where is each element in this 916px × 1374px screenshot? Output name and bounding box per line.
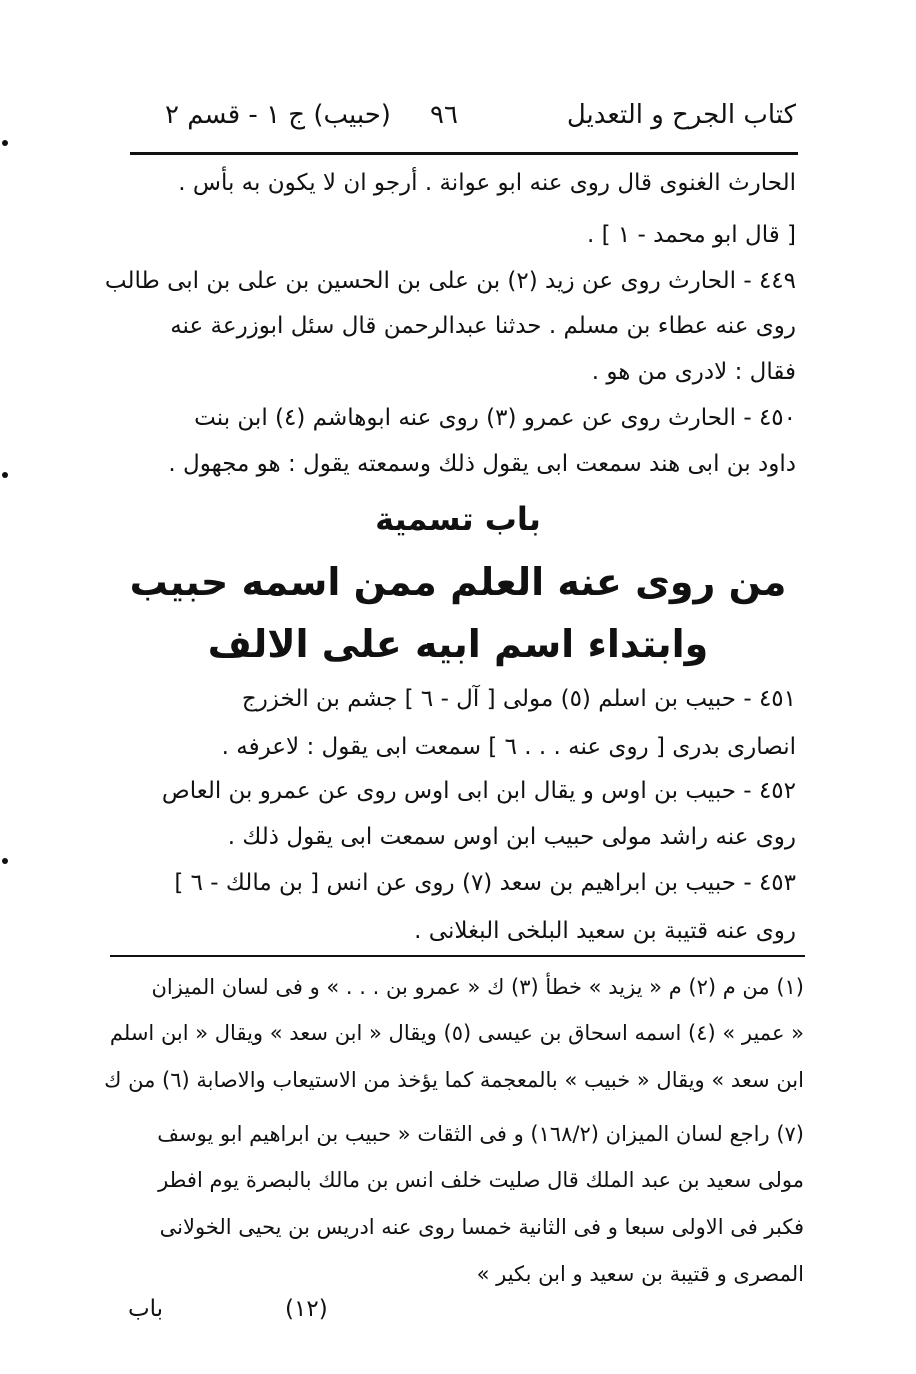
entry-line: ٤٥٣ - حبيب بن ابراهيم بن سعد (٧) روى عن انس [ بن مالك - ٦ ] [174,870,796,896]
footnote-line: مولى سعيد بن عبد الملك قال صليت خلف انس بن مالك بالبصرة يوم افطر [158,1168,804,1192]
body-line: داود بن ابى هند سمعت ابى يقول ذلك وسمعته يقول : هو مجهول . [168,451,796,477]
body-line: ٤٤٩ - الحارث روى عن زيد (٢) بن على بن الحسين بن على بن ابى طالب [104,268,796,294]
running-title: كتاب الجرح و التعديل [566,100,796,130]
body-line: الحارث الغنوى قال روى عنه ابو عوانة . أرجو ان لا يكون به بأس . [178,170,796,196]
entry-line: ٤٥٢ - حبيب بن اوس و يقال ابن ابى اوس روى عن عمرو بن العاص [161,778,796,804]
catchword: باب [128,1296,164,1322]
footnote-line: (١) من م (٢) م « يزيد » خطأ (٣) ك « عمرو بن . . . » و فى لسان الميزان [151,975,804,999]
signature-mark: (١٢) [285,1296,328,1322]
body-line: روى عنه عطاء بن مسلم . حدثنا عبدالرحمن قال سئل ابوزرعة عنه [170,313,796,339]
header-rule [130,152,798,155]
entry-line: ٤٥١ - حبيب بن اسلم (٥) مولى [ آل - ٦ ] جشم بن الخزرج [241,686,796,712]
page-number: ٩٦ [430,100,458,130]
section-heading-line1: باب تسمية [375,500,541,538]
section-heading-line2: من روى عنه العلم ممن اسمه حبيب [129,560,787,604]
footnote-line: « عمير » (٤) اسمه اسحاق بن عيسى (٥) ويقال « ابن سعد » ويقال « ابن اسلم [109,1021,804,1045]
entry-line: انصارى بدرى [ روى عنه . . . ٦ ] سمعت ابى يقول : لاعرفه . [221,734,796,760]
scan-speck [2,140,8,146]
footnote-line: فكبر فى الاولى سبعا و فى الثانية خمسا روى عنه ادريس بن يحيى الخولانى [159,1215,804,1239]
footnote-rule [110,955,805,957]
entry-line: روى عنه قتيبة بن سعيد البلخى البغلانى . [414,918,796,944]
entry-line: روى عنه راشد مولى حبيب ابن اوس سمعت ابى يقول ذلك . [227,824,796,850]
body-line: ٤٥٠ - الحارث روى عن عمرو (٣) روى عنه ابوهاشم (٤) ابن بنت [194,405,796,431]
body-line: [ قال ابو محمد - ١ ] . [586,222,796,248]
footnote-line: (٧) راجع لسان الميزان (١٦٨/٢) و فى الثقات « حبيب بن ابراهيم ابو يوسف [157,1122,804,1146]
scan-speck [2,858,8,864]
section-heading-line3: وابتداء اسم ابيه على الالف [207,622,709,666]
body-line: فقال : لادرى من هو . [591,359,796,385]
footnote-line: ابن سعد » ويقال « خبيب » بالمعجمة كما يؤخذ من الاستيعاب والاصابة (٦) من ك [104,1068,804,1092]
footnote-line: المصرى و قتيبة بن سعيد و ابن بكير » [476,1262,804,1286]
volume-label: (حبيب) ج ١ - قسم ٢ [165,100,391,130]
scan-speck [2,472,8,478]
